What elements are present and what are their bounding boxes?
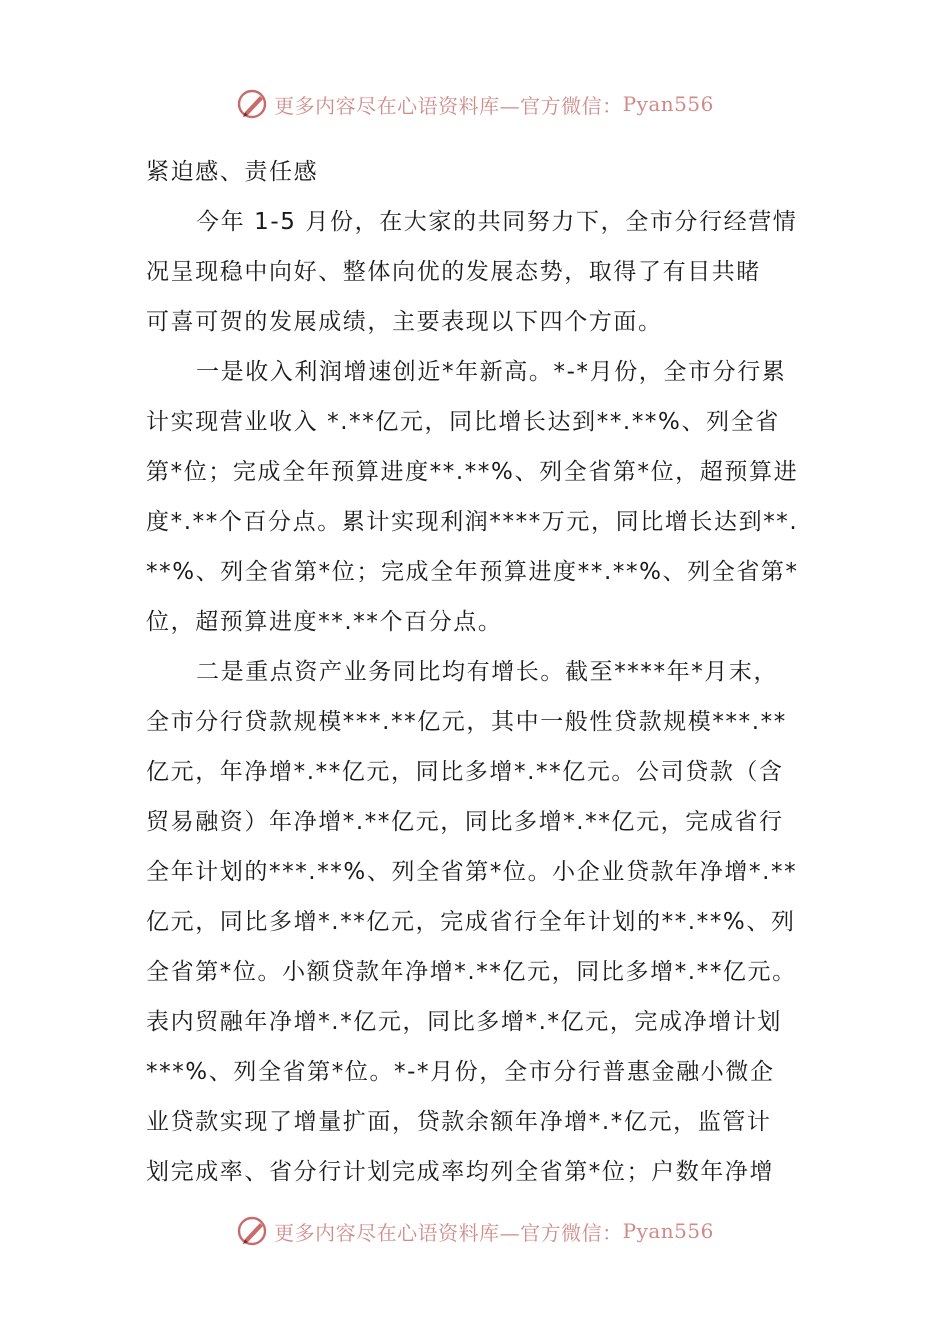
- text-line: 业贷款实现了增量扩面，贷款余额年净增*.*亿元，监管计: [146, 1109, 772, 1135]
- header-banner: [0, 84, 950, 124]
- text-line: 计实现营业收入 *.**亿元，同比增长达到**.**%、列全省: [146, 409, 780, 435]
- document-body: [146, 147, 814, 1197]
- footer-banner: [0, 1211, 950, 1251]
- banner-text: 更多内容尽在心语资料库—官方微信：: [274, 93, 623, 118]
- text-line: 位，超预算进度**.**个百分点。: [146, 609, 503, 635]
- text-line: 表内贸融年净增*.*亿元，同比多增*.*亿元，完成净增计划: [146, 1009, 783, 1035]
- text-line: 可喜可贺的发展成绩，主要表现以下四个方面。: [146, 309, 663, 335]
- text-line: 况呈现稳中向好、整体向优的发展态势，取得了有目共睹: [146, 259, 761, 285]
- text-line: 全省第*位。小额贷款年净增*.**亿元，同比多增*.**亿元。: [146, 959, 797, 985]
- text-line: 第*位；完成全年预算进度**.**%、列全省第*位，超预算进: [146, 459, 799, 485]
- banner-text: 更多内容尽在心语资料库—官方微信：: [274, 1220, 623, 1245]
- pen-logo-icon: [236, 1214, 270, 1248]
- text-line: 全市分行贷款规模***.**亿元，其中一般性贷款规模***.**: [146, 709, 787, 735]
- banner-wechat-id: Pyan556: [622, 92, 714, 116]
- text-line: 紧迫感、责任感: [146, 159, 319, 185]
- text-line: 全年计划的***.**%、列全省第*位。小企业贷款年净增*.**: [146, 859, 798, 885]
- text-line: 一是收入利润增速创近*年新高。*-*月份，全市分行累: [196, 359, 787, 385]
- text-line: 贸易融资）年净增*.**亿元，同比多增*.**亿元，完成省行: [146, 809, 784, 835]
- text-line: 亿元，同比多增*.**亿元，完成省行全年计划的**.**%、列: [146, 909, 796, 935]
- text-line: 今年 1-5 月份，在大家的共同努力下，全市分行经营情: [196, 209, 798, 235]
- text-line: 亿元，年净增*.**亿元，同比多增*.**亿元。公司贷款（含: [146, 759, 784, 785]
- text-line: 二是重点资产业务同比均有增长。截至****年*月末，: [196, 659, 779, 685]
- text-line: ***%、列全省第*位。*-*月份，全市分行普惠金融小微企: [146, 1059, 775, 1085]
- banner-wechat-id: Pyan556: [622, 1219, 714, 1243]
- text-line: 度*.**个百分点。累计实现利润****万元，同比增长达到**.: [146, 509, 799, 535]
- pen-logo-icon: [236, 87, 270, 121]
- text-line: 划完成率、省分行计划完成率均列全省第*位；户数年净增: [146, 1159, 775, 1185]
- text-line: **%、列全省第*位；完成全年预算进度**.**%、列全省第*: [146, 559, 799, 585]
